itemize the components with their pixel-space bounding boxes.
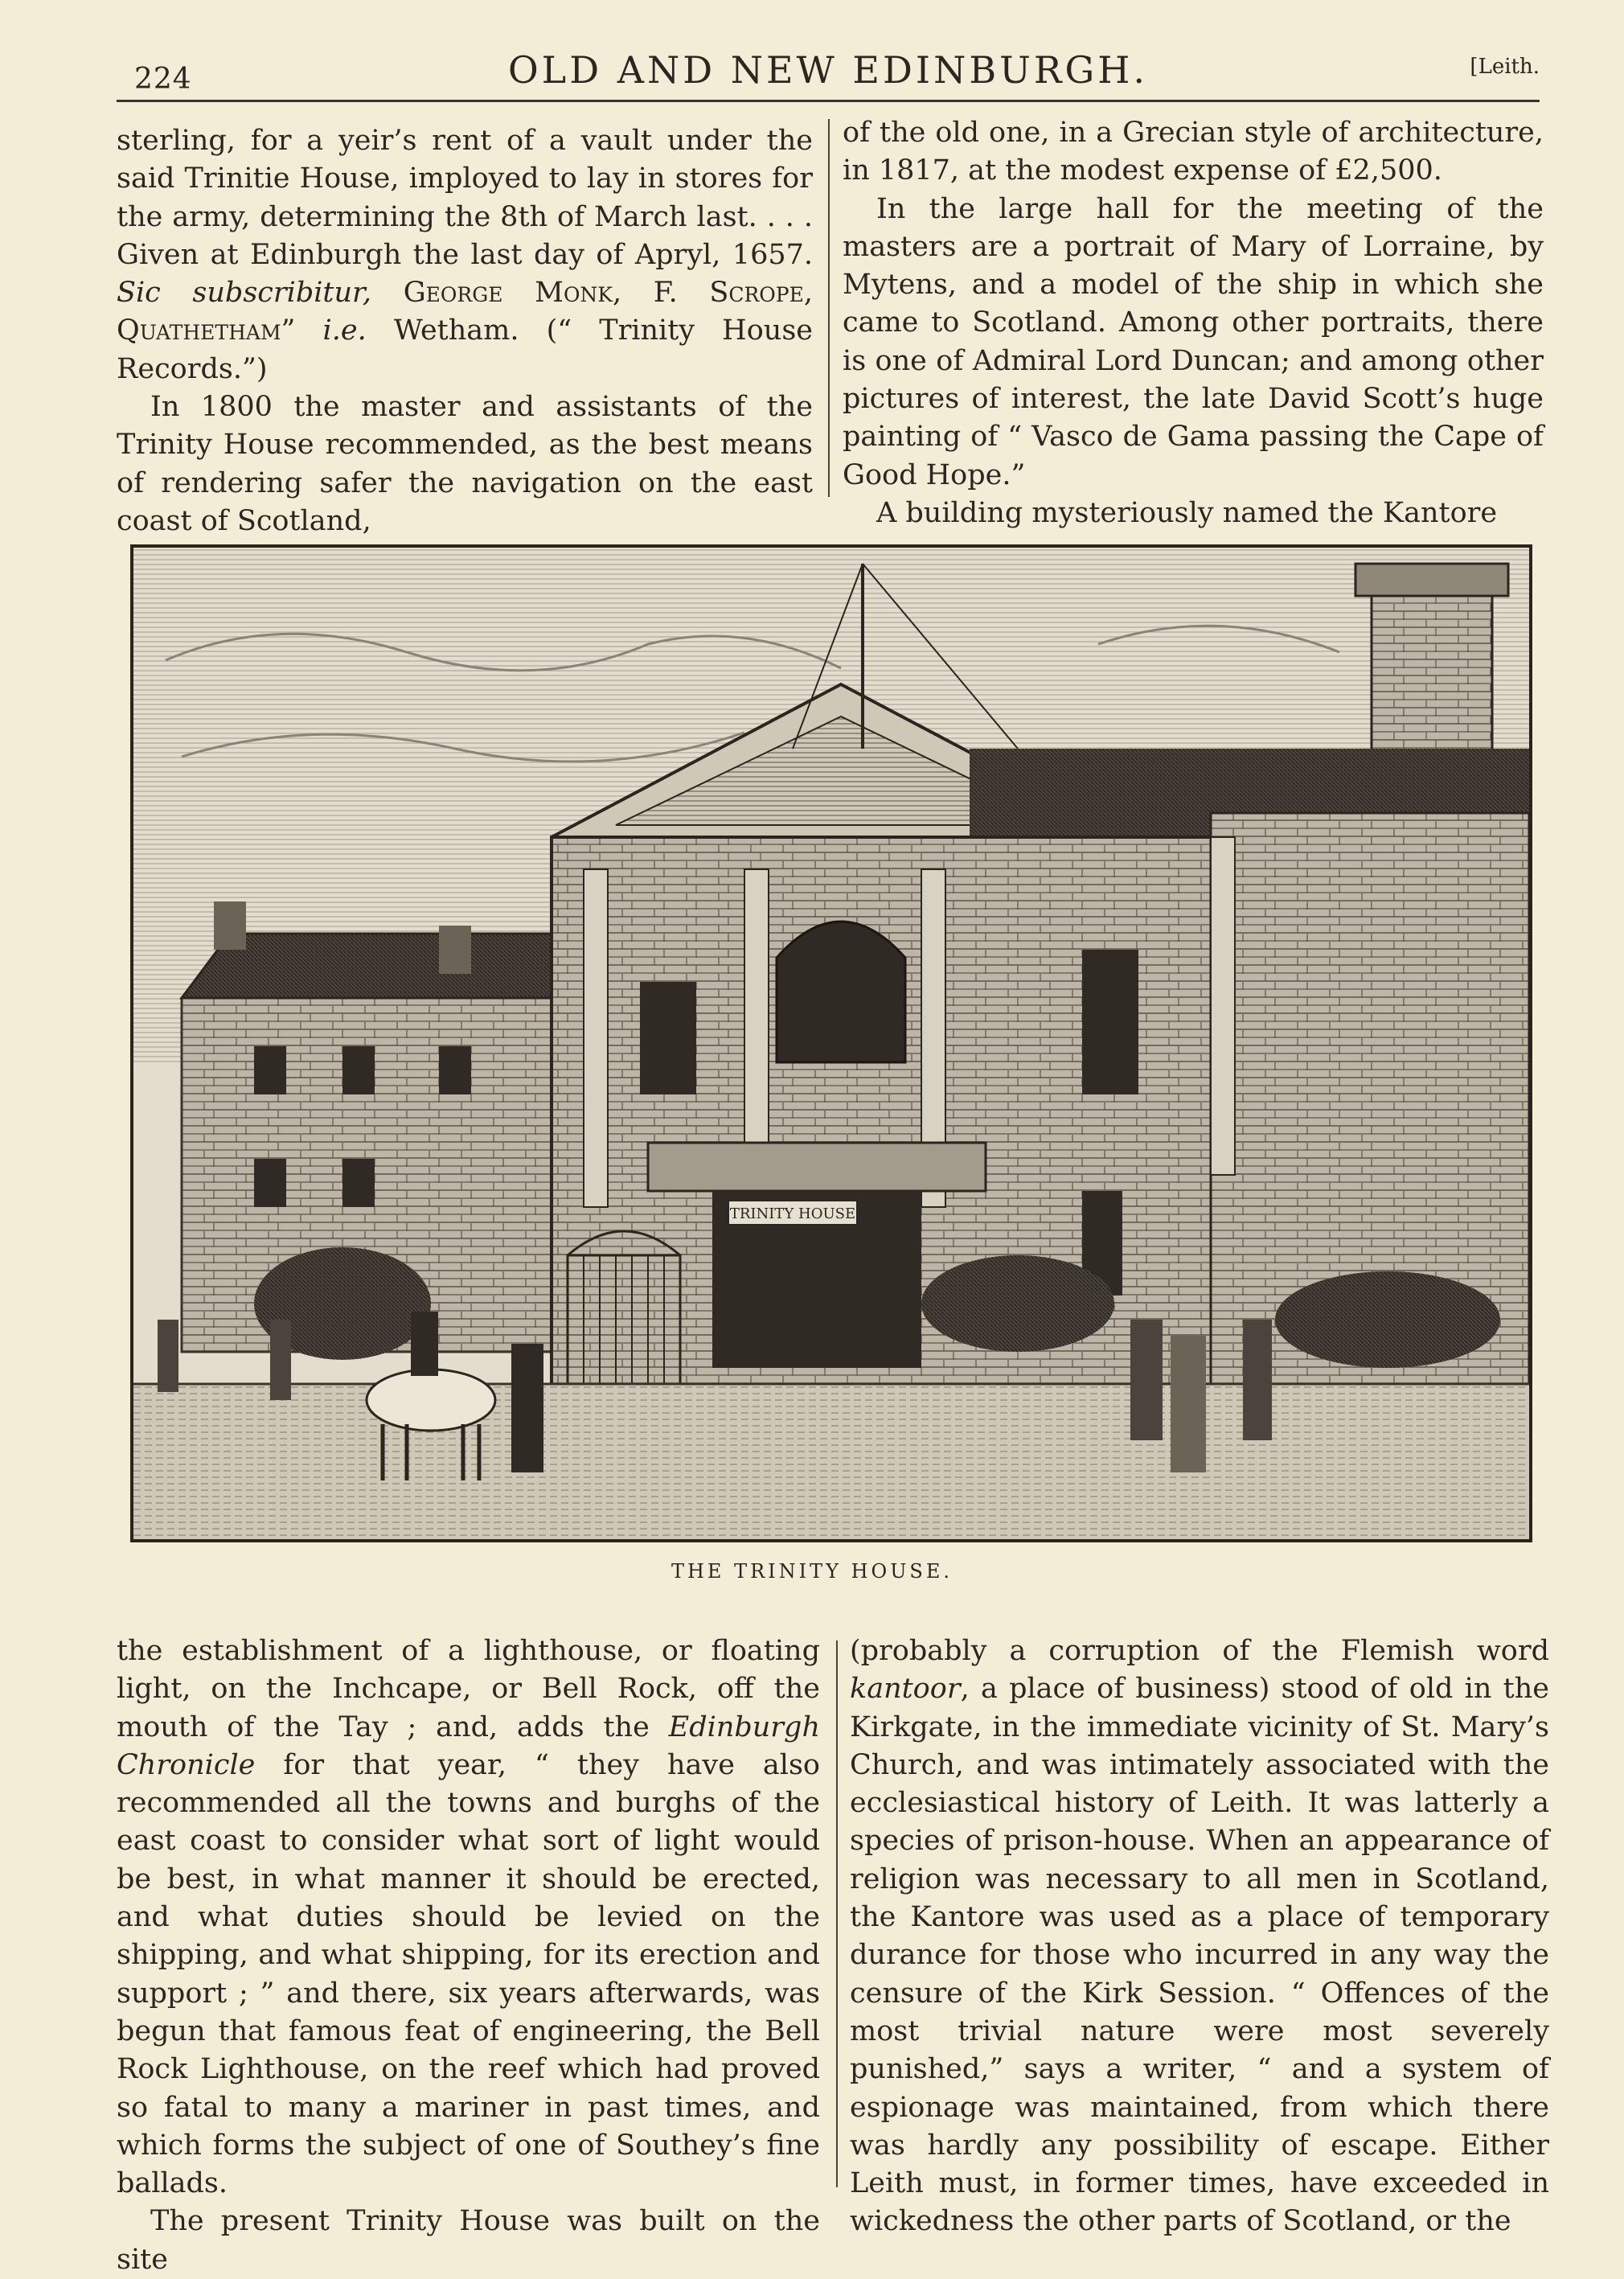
text-column-right-bottom	[850, 1632, 1549, 2241]
figure-caption: THE TRINITY HOUSE.	[671, 1560, 953, 1583]
entrance-sign: TRINITY HOUSE	[729, 1205, 856, 1222]
header-rule	[117, 100, 1540, 102]
paragraph: (probably a corruption of the Flemish word kantoor, a place of business) stood of old in the Kirkgate, in the immediate vicinity of St. Mary’s Church, and was intimately associated with the ecclesiastical history of Leith. It was latterly a species of prison-house. When an appearance of religion was necessary to all men in Scotland, the Kantore was used as a place of temporary durance for those who incurred in any way the censure of the Kirk Session. “ Offences of the most trivial nature were most severely punished,” says a writer, “ and a system of espionage was maintained, from which there was hardly any possibility of escape. Either Leith must, in former times, have exceeded in wickedness the other parts of Scotland, or the	[850, 1635, 1549, 2238]
engraving-trinity-house	[130, 544, 1532, 1542]
section-label: [Leith.	[1470, 55, 1540, 79]
paragraph: sterling, for a yeir’s rent of a vault under the said Trinitie House, imployed to lay in stores for the army, determining the 8th of March last. . . . Given at Edinburgh the last day of Apryl, 1657. Sic subscribitur, George Monk, F. Scrope, Quathetham” i.e. Wetham. (“ Trinity House Records.”)	[117, 125, 813, 385]
text-column-right-top	[843, 114, 1544, 532]
column-divider	[828, 119, 830, 497]
page-number: 224	[134, 63, 192, 96]
paragraph: the establishment of a lighthouse, or floating light, on the Inchcape, or Bell Rock, off the mouth of the Tay ; and, adds the Edinburgh Chronicle for that year, “ they have also recommended all the towns and burghs of the east coast to consider what sort of light would be best, in what manner it should be erected, and what duties should be levied on the shipping, and what shipping, for its erection and support ; ” and there, six years afterwards, was begun that famous feat of engineering, the Bell Rock Lighthouse, on the reef which had proved so fatal to many a mariner in past times, and which forms the subject of one of Southey’s fine ballads.	[117, 1635, 820, 2200]
paragraph: In 1800 the master and assistants of the Trinity House recommended, as the best means of rendering safer the navigation on the east coast of Scotland,	[117, 391, 813, 537]
running-title: OLD AND NEW EDINBURGH.	[507, 48, 1149, 92]
text-column-left-bottom	[117, 1632, 820, 2279]
paragraph: A building mysteriously named the Kantore	[876, 496, 1498, 529]
paragraph: The present Trinity House was built on the site	[117, 2205, 820, 2276]
page-header	[117, 48, 1540, 105]
text-column-left-top	[117, 122, 813, 540]
column-divider	[836, 1640, 838, 2187]
paragraph: of the old one, in a Grecian style of architecture, in 1817, at the modest expense of £2,500.	[843, 117, 1544, 187]
paragraph: In the large hall for the meeting of the masters are a portrait of Mary of Lorraine, by Mytens, and a model of the ship in which she came to Scotland. Among other portraits, there is one of Admiral Lord Duncan; and among other pictures of interest, the late David Scott’s huge painting of “ Vasco de Gama passing the Cape of Good Hope.”	[843, 192, 1544, 491]
